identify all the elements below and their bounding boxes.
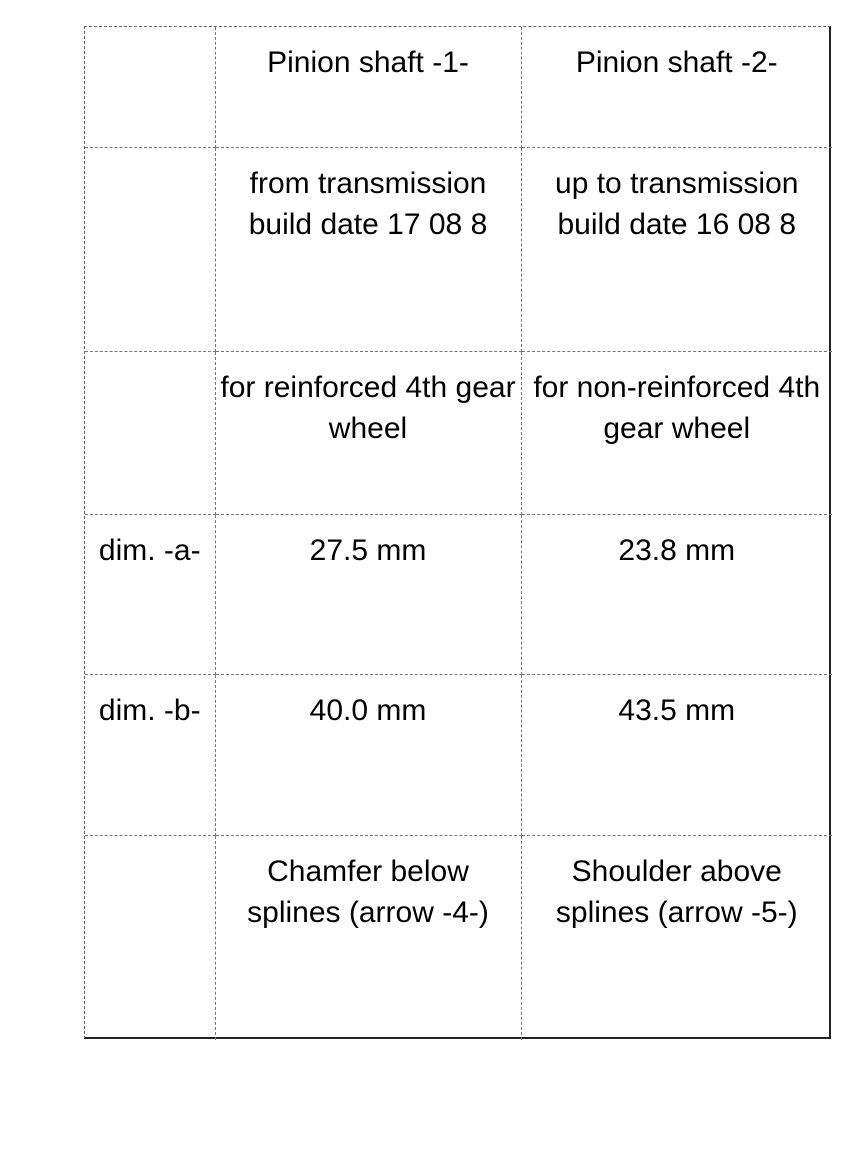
dim-b-shaft-2: 43.5 mm	[521, 674, 832, 835]
gear-wheel-shaft-1: for reinforced 4th gear wheel	[215, 351, 521, 514]
dim-a-shaft-2: 23.8 mm	[521, 514, 832, 674]
dim-b-shaft-1: 40.0 mm	[215, 674, 521, 835]
row-label	[85, 147, 215, 351]
identification-shaft-2: Shoulder above splines (arrow -5-)	[555, 854, 798, 929]
table-row-gear-wheel	[85, 351, 832, 514]
row-label	[85, 835, 215, 1040]
spec-table	[85, 27, 832, 1040]
table-row-build-date	[85, 147, 832, 351]
header-pinion-shaft-1: Pinion shaft -1-	[215, 27, 521, 147]
row-label	[85, 351, 215, 514]
gear-wheel-shaft-2: for non-reinforced 4th gear wheel	[521, 351, 832, 514]
row-label-dim-b: dim. -b-	[85, 674, 215, 835]
table-row-dim-a	[85, 514, 832, 674]
pinion-shaft-comparison-table	[84, 26, 831, 1039]
corner-cell	[85, 27, 215, 147]
identification-shaft-1: Chamfer below splines (arrow -4-)	[215, 835, 521, 1040]
build-date-shaft-1: from transmission build date 17 08 8	[215, 147, 521, 351]
row-label-dim-a: dim. -a-	[85, 514, 215, 674]
dim-a-shaft-1: 27.5 mm	[215, 514, 521, 674]
build-date-shaft-2: up to transmission build date 16 08 8	[521, 147, 832, 351]
header-row	[85, 27, 832, 147]
header-pinion-shaft-2: Pinion shaft -2-	[521, 27, 832, 147]
table-row-dim-b	[85, 674, 832, 835]
table-row-identification	[85, 835, 832, 1040]
